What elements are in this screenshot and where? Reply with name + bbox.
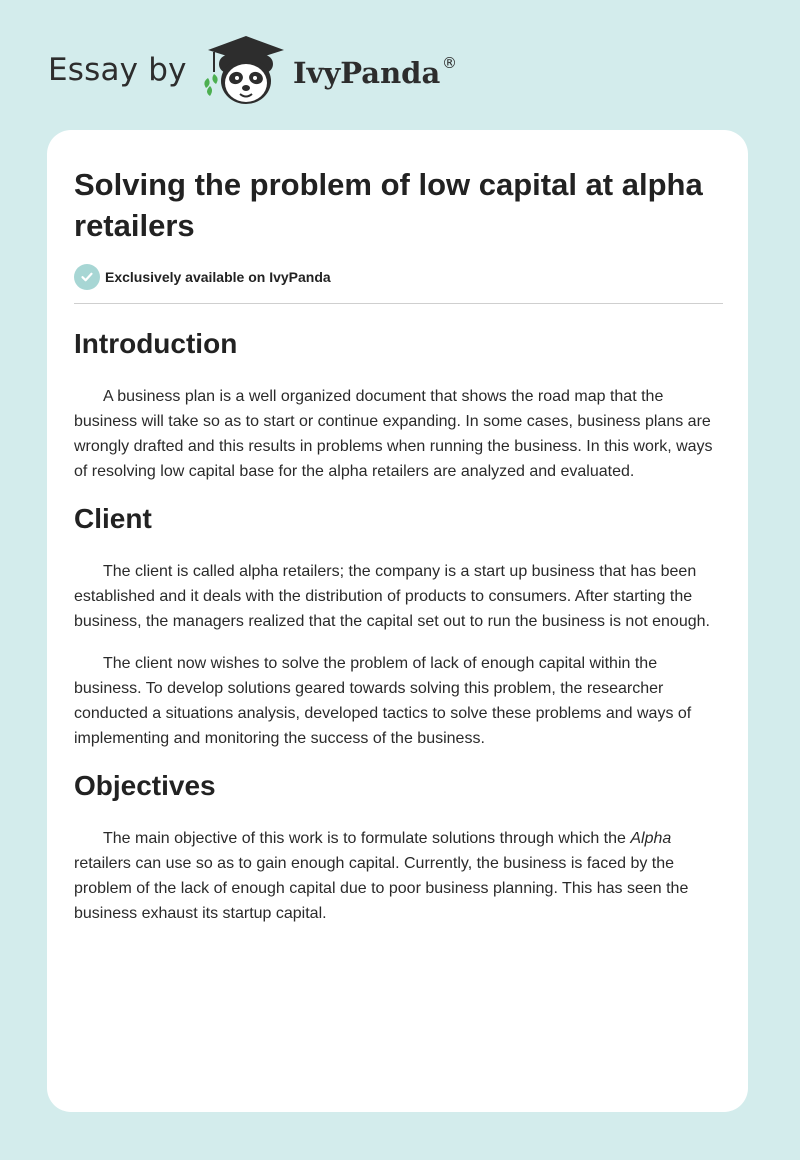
panda-graduation-cap-icon[interactable] xyxy=(200,34,292,110)
italic-text: Alpha xyxy=(630,830,672,847)
paragraph xyxy=(74,826,726,926)
section-heading: Introduction xyxy=(74,328,238,359)
section-heading: Objectives xyxy=(74,770,216,801)
ivypanda-wordmark[interactable]: IvyPanda xyxy=(293,56,441,90)
essay-by-label: Essay by xyxy=(48,52,187,88)
exclusive-badge-label: Exclusively available on IvyPanda xyxy=(105,269,331,285)
paragraph xyxy=(74,384,726,484)
site-header xyxy=(0,0,800,120)
section-heading: Client xyxy=(74,503,152,534)
paragraph-text: The client now wishes to solve the problem of lack of enough capital within the business. To develop solutions geared towards solving this problem, the researcher conducted a situations analysis, developed tactics to solve these problems and ways of implementing and monitoring the success of the business. xyxy=(74,655,692,747)
paragraph-text: retailers can use so as to gain enough capital. Currently, the business is faced by the problem of the lack of enough capital due to poor business planning. This has seen the business exhaust its startup capital. xyxy=(74,855,689,922)
divider xyxy=(74,303,723,304)
essay-title: Solving the problem of low capital at alpha retailers xyxy=(74,167,703,243)
paragraph-text: A business plan is a well organized document that shows the road map that the business will take so as to start or continue expanding. In some cases, business plans are wrongly drafted and this results in problems when running the business. In this work, ways of resolving low capital base for the alpha retailers are analyzed and evaluated. xyxy=(74,388,713,480)
exclusive-badge xyxy=(74,264,331,290)
paragraph xyxy=(74,651,726,751)
paragraph-text: The main objective of this work is to formulate solutions through which the xyxy=(103,830,631,847)
paragraph xyxy=(74,559,726,634)
essay-card xyxy=(47,130,748,1112)
check-circle-icon xyxy=(74,264,100,290)
essay-body xyxy=(74,320,726,943)
paragraph-text: The client is called alpha retailers; the company is a start up business that has been established and it deals with the distribution of products to consumers. After starting the business, the managers realized that the capital set out to run the business is not enough. xyxy=(74,563,710,630)
registered-mark: ® xyxy=(442,54,457,72)
